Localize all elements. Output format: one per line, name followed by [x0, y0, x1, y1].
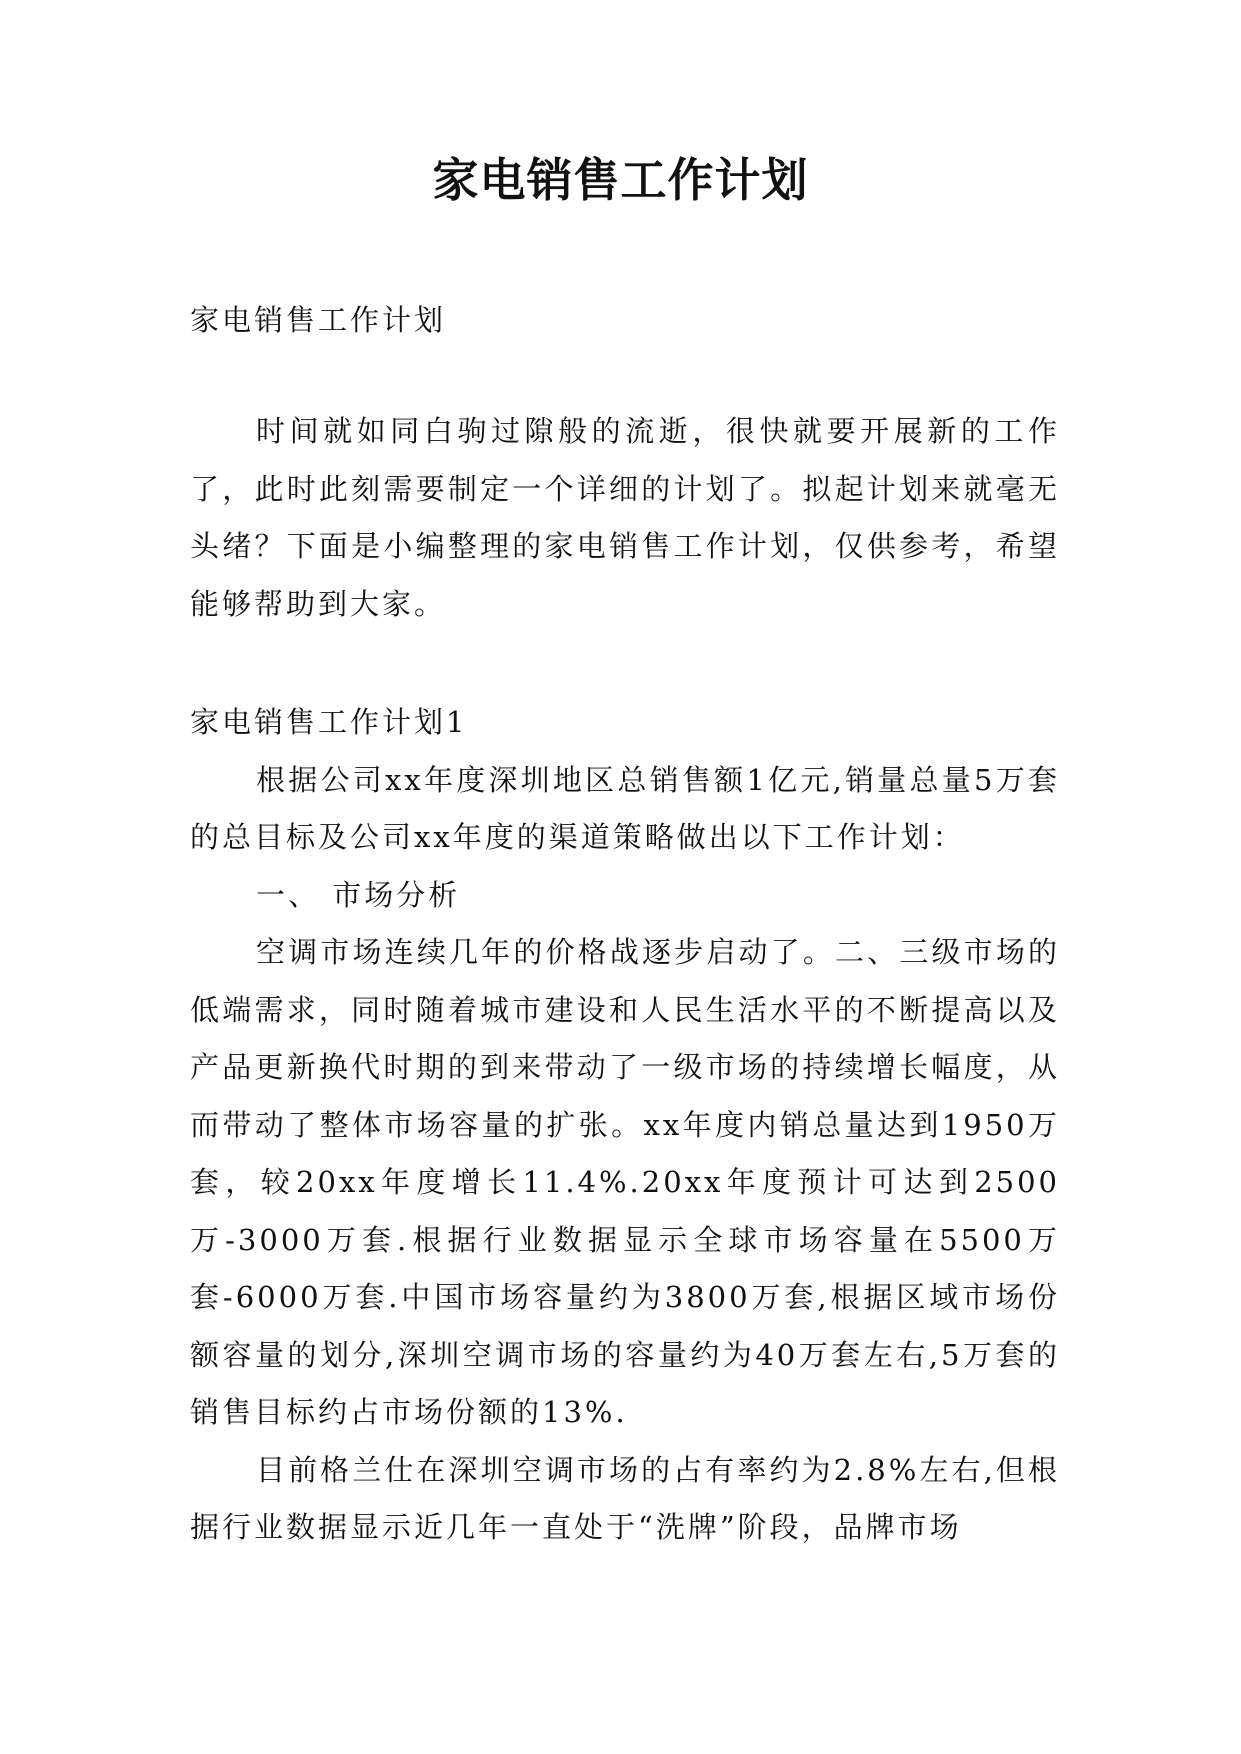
- intro-paragraph: 时间就如同白驹过隙般的流逝，很快就要开展新的工作了，此时此刻需要制定一个详细的计划了。拟起计划来就毫无头绪？下面是小编整理的家电销售工作计划，仅供参考，希望能够帮助到大家。: [190, 414, 1060, 621]
- section-1: [190, 694, 1060, 1557]
- section-1-heading: 家电销售工作计划1: [190, 705, 468, 739]
- document-subtitle: 家电销售工作计划: [190, 303, 447, 337]
- section-1-paragraph-3: 目前格兰仕在深圳空调市场的占有率约为2.8%左右,但根据行业数据显示近几年一直处于“洗牌”阶段，品牌市场: [190, 1452, 1060, 1544]
- section-1-subheading-market-analysis: 一、 市场分析: [256, 877, 461, 912]
- section-1-paragraph-2: 空调市场连续几年的价格战逐步启动了。二、三级市场的低端需求，同时随着城市建设和人民生活水平的不断提高以及产品更新换代时期的到来带动了一级市场的持续增长幅度，从而带动了整体市场容量的扩张。xx年度内销总量达到1950万套，较20xx年度增长11.4%.20xx年度预计可达到2500万-3000万套.根据行业数据显示全球市场容量在5500万套-6000万套.中国市场容量约为3800万套,根据区域市场份额容量的划分,深圳空调市场的容量约为40万套左右,5万套的销售目标约占市场份额的13%.: [190, 935, 1060, 1429]
- section-1-paragraph-1: 根据公司xx年度深圳地区总销售额1亿元,销量总量5万套的总目标及公司xx年度的渠道策略做出以下工作计划：: [190, 762, 1060, 854]
- document-title: 家电销售工作计划: [432, 153, 809, 207]
